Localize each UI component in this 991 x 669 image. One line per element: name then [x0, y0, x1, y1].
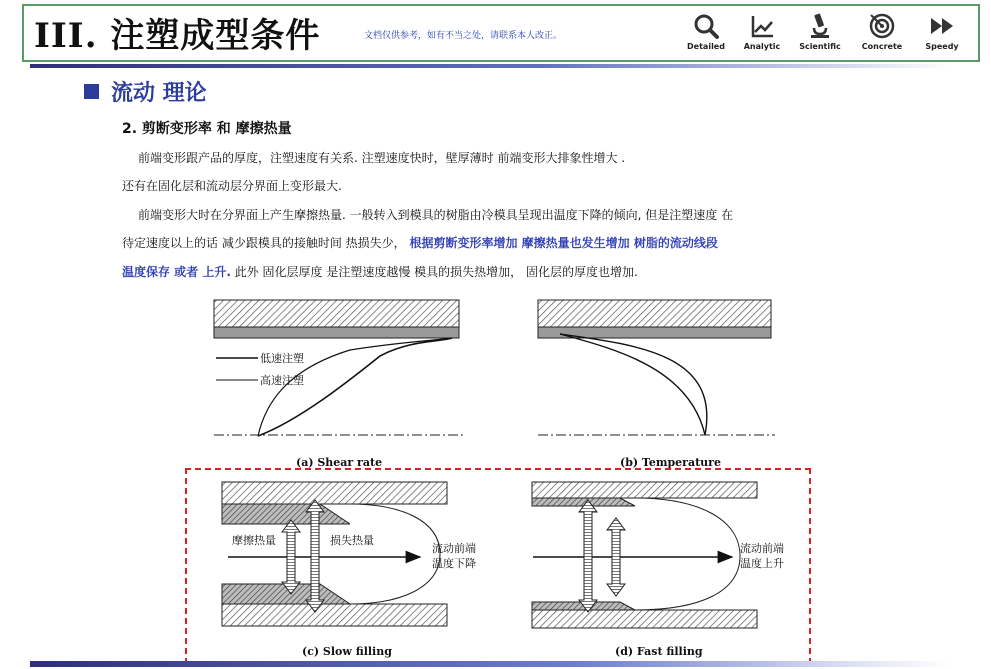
- line-4-plain: 待定速度以上的话 减少跟模具的接触时间 热损失少，: [122, 236, 406, 250]
- highlight-frame: [185, 468, 811, 664]
- temperature-curve-1: [560, 334, 705, 435]
- friction-heat-label-c: 摩擦热量: [232, 534, 276, 547]
- section-title: 流动 理论: [111, 81, 207, 106]
- paragraph-line-3: 前端变形大时在分界面上产生摩擦热量. 一般转入到模具的树脂由冷模具呈现出温度下降的倾向, 但是注塑速度 在: [138, 208, 734, 222]
- line-4-highlight: 根据剪断变形率增加 摩擦热量也发生增加 树脂的流动线段: [409, 236, 718, 250]
- front-label-d-1: 流动前端: [740, 542, 784, 555]
- disclaimer-note: 文档仅供参考，如有不当之处，请联系本人改正。: [364, 31, 563, 41]
- paragraph-line-2: 还有在固化层和流动层分界面上变形最大.: [122, 179, 342, 193]
- temperature-diagram: [538, 300, 775, 435]
- caption-d: (d) Fast filling: [615, 645, 703, 658]
- caption-b: (b) Temperature: [620, 456, 721, 469]
- mold-wall-b: [538, 300, 771, 327]
- caption-a: (a) Shear rate: [296, 456, 383, 469]
- heat-loss-label-c: 损失热量: [330, 534, 374, 547]
- page-title: III. 注塑成型条件: [34, 16, 321, 56]
- mold-wall-a: [214, 300, 459, 327]
- analytic-label: Analytic: [743, 42, 781, 51]
- front-label-c-1: 流动前端: [432, 542, 476, 555]
- shear-rate-diagram: [214, 300, 465, 436]
- scientific-label: Scientific: [799, 42, 841, 51]
- subheading: 2. 剪断变形率 和 摩擦热量: [122, 121, 292, 137]
- temperature-curve-2: [560, 334, 707, 435]
- line-5-highlight: 温度保存 或者 上升.: [122, 265, 231, 279]
- speedy-label: Speedy: [925, 42, 959, 51]
- paragraph-line-1: 前端变形跟产品的厚度，注塑速度有关系. 注塑速度快时，壁厚薄时 前端变形大排象性增大 .: [138, 151, 626, 165]
- front-label-d-2: 温度上升: [740, 557, 784, 570]
- detailed-label: Detailed: [687, 42, 725, 51]
- footer-band: [30, 661, 950, 667]
- concrete-label: Concrete: [861, 42, 903, 51]
- front-label-c-2: 温度下降: [432, 557, 476, 570]
- legend-high-label: 高速注塑: [260, 374, 304, 387]
- legend-low-label: 低速注塑: [260, 352, 304, 365]
- caption-c: (c) Slow filling: [302, 645, 392, 658]
- frozen-layer-a: [214, 327, 459, 338]
- line-5-plain: 此外 固化层厚度 是注塑速度越慢 模具的损失热增加， 固化层的厚度也增加.: [230, 265, 638, 279]
